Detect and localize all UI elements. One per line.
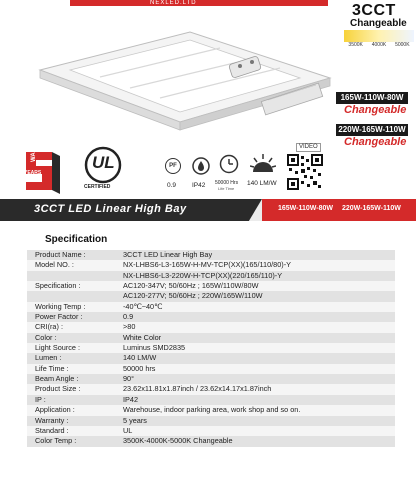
spec-row <box>27 436 395 446</box>
banner-title: 3CCT LED Linear High Bay <box>34 203 187 215</box>
pf-value: 0.9 <box>167 182 177 189</box>
spec-row <box>27 312 395 322</box>
spec-row-value: AC120-347V; 50/60Hz ; 165W/110W/80W <box>123 281 259 291</box>
cct-temp-labels <box>344 42 414 49</box>
warranty-years-number <box>10 152 11 153</box>
spec-row-value: 5 years <box>123 415 147 425</box>
spec-row-label <box>27 271 119 281</box>
life-value: 50000 Hrs <box>215 180 239 186</box>
product-image <box>30 30 340 140</box>
spec-row-value: Luminus SMD2835 <box>123 343 186 353</box>
top-brand-strip <box>70 0 328 6</box>
spec-row <box>27 353 395 363</box>
spec-row <box>27 333 395 343</box>
water-drop-icon <box>192 157 210 175</box>
spec-row-label: Light Source : <box>35 343 81 353</box>
spec-row <box>27 426 395 436</box>
spec-row-label: CRI(ra) : <box>35 322 63 332</box>
spec-row-label: Lumen : <box>35 353 62 363</box>
spec-row-label: Color : <box>35 332 57 342</box>
pf-icon: PF <box>165 158 181 174</box>
cct-subtitle: Changeable <box>350 18 407 29</box>
spec-row-label <box>27 291 119 301</box>
spec-row-value: 90° <box>123 374 135 384</box>
spec-row <box>27 291 395 301</box>
spec-row-value: IP42 <box>123 394 139 404</box>
spec-row-value: 0.9 <box>123 312 134 322</box>
spec-heading: Specification <box>45 234 108 245</box>
wattage-changeable-220: Changeable <box>344 136 407 148</box>
spec-row-label: Standard : <box>35 425 69 435</box>
wattage-changeable-165: Changeable <box>344 104 407 116</box>
spec-row <box>27 374 395 384</box>
efficacy-value: 140 LM/W <box>247 180 277 187</box>
spec-table <box>27 250 395 447</box>
warranty-side-text: WARRANTY <box>31 127 37 162</box>
spec-row <box>27 364 395 374</box>
spec-row-label: Specification : <box>35 281 81 291</box>
spec-row-label: IP : <box>35 394 46 404</box>
spec-row <box>27 281 395 291</box>
spec-row-value: Warehouse, indoor parking area, work shop and so on. <box>123 405 301 415</box>
spec-row-value: NX-LHBS6-L3-220W-H-TCP(XX)(220/165/110)-Y <box>123 270 283 280</box>
spec-row <box>27 395 395 405</box>
clock-icon <box>219 154 239 174</box>
warranty-years-word: YEARS <box>24 170 42 176</box>
video-label: VIDEO <box>296 143 321 152</box>
spec-row-label: Product Name : <box>35 250 86 259</box>
spec-row-value: AC120-277V; 50/60Hz ; 220W/165W/110W <box>123 291 263 301</box>
spec-row-value: -40℃~40℃ <box>123 301 163 311</box>
spec-row-label: Working Temp : <box>35 301 86 311</box>
cct-temp-4000: 4000K <box>371 42 387 48</box>
cct-gradient-bar <box>344 30 414 42</box>
spec-row-value: 3500K-4000K-5000K Changeable <box>123 436 233 446</box>
spec-row-label: Model NO. : <box>35 260 74 270</box>
ul-certified-label: CERTIFIED <box>84 184 111 190</box>
spec-row-label: Warranty : <box>35 415 69 425</box>
spec-row <box>27 271 395 281</box>
life-sub: Life Time <box>218 186 235 191</box>
wattage-box-165: 165W-110W-80W <box>336 92 408 104</box>
spec-row-label: Life Time : <box>35 363 69 373</box>
spec-row <box>27 343 395 353</box>
light-efficacy-icon <box>250 152 276 176</box>
spec-row <box>27 250 395 260</box>
spec-row <box>27 384 395 394</box>
ul-text: UL <box>92 153 115 172</box>
cct-temp-3500: 3500K <box>348 42 363 48</box>
spec-row-value: 140 LM/W <box>123 353 157 363</box>
banner-watt-165: 165W-110W-80W <box>278 205 333 212</box>
spec-row-label: Application : <box>35 405 75 415</box>
spec-row-value: White Color <box>123 332 162 342</box>
spec-row-value: 23.62x11.81x1.87inch / 23.62x14.17x1.87inch <box>123 384 272 394</box>
spec-row-value: >80 <box>123 322 136 332</box>
qr-code-icon[interactable] <box>287 154 323 190</box>
title-banner <box>0 199 416 221</box>
spec-row <box>27 416 395 426</box>
spec-row-label: Color Temp : <box>35 436 77 446</box>
spec-row-label: Beam Angle : <box>35 374 79 384</box>
spec-row-label: Power Factor : <box>35 312 83 322</box>
ip-value: IP42 <box>192 182 206 189</box>
wattage-box-220: 220W-165W-110W <box>336 124 408 136</box>
cct-temp-5000: 5000K <box>395 42 410 48</box>
spec-row <box>27 322 395 332</box>
spec-row-value: UL <box>123 425 133 435</box>
spec-row <box>27 260 395 270</box>
cct-title: 3CCT <box>352 2 396 19</box>
spec-row <box>27 405 395 415</box>
spec-row-value: 3CCT LED Linear High Bay <box>123 250 213 259</box>
spec-row-value: 50000 hrs <box>123 363 156 373</box>
spec-row-value: NX-LHBS6-L3-165W-H-MV-TCP(XX)(165/110/80)-Y <box>123 260 292 270</box>
spec-row-label: Product Size : <box>35 384 81 394</box>
banner-watt-220: 220W-165W-110W <box>342 205 401 212</box>
spec-row <box>27 302 395 312</box>
brand-strip-text: NEXLED.LTD <box>150 0 197 6</box>
